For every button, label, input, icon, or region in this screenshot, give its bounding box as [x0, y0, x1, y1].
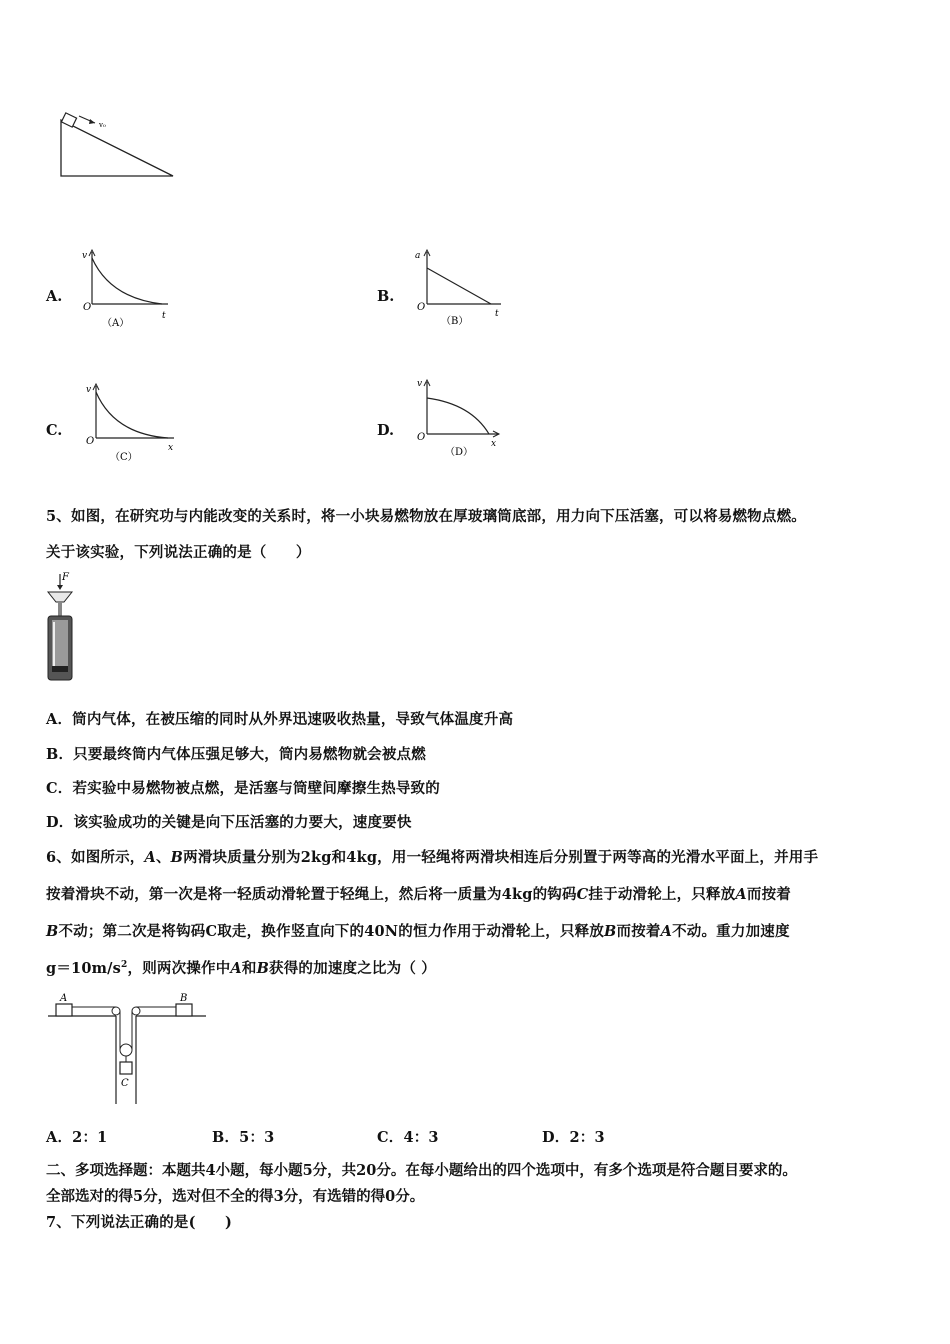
q6-stem-line3: B不动；第二次是将钩码C取走，换作竖直向下的40N的恒力作用于动滑轮上，只释放B而按着A不动。重力加速度 — [46, 923, 790, 940]
q5-stem-line1: 5、如图，在研究功与内能改变的关系时，将一小块易燃物放在厚玻璃筒底部，用力向下压活塞，可以将易燃物点燃。 — [46, 508, 806, 525]
graph-a-y-axis: v — [82, 251, 88, 261]
q5-stem-line2: 关于该实验，下列说法正确的是（ ） — [46, 544, 311, 561]
graph-a-x-axis: t — [162, 311, 166, 321]
graph-option-d[interactable] — [413, 376, 508, 461]
graph-a-origin: O — [83, 302, 92, 313]
graph-d-x-axis: x — [491, 439, 497, 449]
incline-figure — [55, 110, 180, 182]
graph-d-y-axis: v — [417, 379, 423, 389]
q6-stem-line2: 按着滑块不动，第一次是将一轻质动滑轮置于轻绳上，然后将一质量为4kg的钩码C挂于动滑轮上，只释放A而按着 — [46, 886, 791, 903]
q5-option-b[interactable]: B．只要最终筒内气体压强足够大，筒内易燃物就会被点燃 — [46, 746, 426, 763]
graph-d-caption: （D） — [445, 447, 474, 458]
force-label: F — [62, 572, 69, 583]
incline-arrow-label: v₀ — [99, 121, 106, 129]
graph-option-b[interactable] — [413, 246, 508, 331]
q6-option-a[interactable]: A．2：1 — [46, 1129, 108, 1146]
section2-heading-line2: 全部选对的得5分，选对但不全的得3分，有选错的得0分。 — [46, 1188, 425, 1205]
q6-stem-line4: $g=10m/s^2$，则两次操作中A和B获得的加速度之比为（ ） — [46, 960, 436, 977]
glass-cylinder-figure — [40, 570, 80, 685]
graph-option-b-letter[interactable]: B. — [377, 288, 395, 305]
section2-heading-line1: 二、多项选择题：本题共4小题，每小题5分，共20分。在每小题给出的四个选项中，有多个选项是符合题目要求的。 — [46, 1162, 797, 1179]
block-b-label: B — [180, 993, 188, 1004]
graph-b-x-axis: t — [495, 309, 499, 319]
graph-option-a-letter[interactable]: A. — [46, 288, 63, 305]
block-a-label: A — [60, 993, 68, 1004]
graph-a-caption: （A） — [102, 318, 130, 329]
q5-option-c[interactable]: C．若实验中易燃物被点燃，是活塞与筒壁间摩擦生热导致的 — [46, 780, 440, 797]
graph-option-d-letter[interactable]: D. — [377, 422, 395, 439]
graph-option-a[interactable] — [80, 246, 175, 331]
graph-option-c-letter[interactable]: C. — [46, 422, 63, 439]
q5-option-a[interactable]: A．筒内气体，在被压缩的同时从外界迅速吸收热量，导致气体温度升高 — [46, 711, 514, 728]
graph-c-x-axis: x — [168, 443, 174, 453]
q6-stem-line1: 6、如图所示，A、B两滑块质量分别为2kg和4kg，用一轻绳将两滑块相连后分别置于两等高的光滑水平面上，并用手 — [46, 849, 819, 866]
graph-c-y-axis: v — [86, 385, 92, 395]
q7-stem: 7、下列说法正确的是( ) — [46, 1214, 233, 1231]
q5-option-d[interactable]: D．该实验成功的关键是向下压活塞的力要大，速度要快 — [46, 814, 412, 831]
graph-c-caption: （C） — [110, 452, 138, 463]
graph-b-y-axis: a — [415, 251, 421, 261]
graph-b-origin: O — [417, 302, 426, 313]
hook-weight-label: C — [121, 1078, 129, 1089]
q6-option-b[interactable]: B．5：3 — [212, 1129, 275, 1146]
q6-option-d[interactable]: D．2：3 — [542, 1129, 605, 1146]
graph-c-origin: O — [86, 436, 95, 447]
graph-b-caption: （B） — [441, 316, 469, 327]
graph-option-c[interactable] — [82, 380, 182, 465]
graph-d-origin: O — [417, 432, 426, 443]
pulley-figure — [44, 988, 214, 1108]
q6-option-c[interactable]: C．4：3 — [377, 1129, 439, 1146]
